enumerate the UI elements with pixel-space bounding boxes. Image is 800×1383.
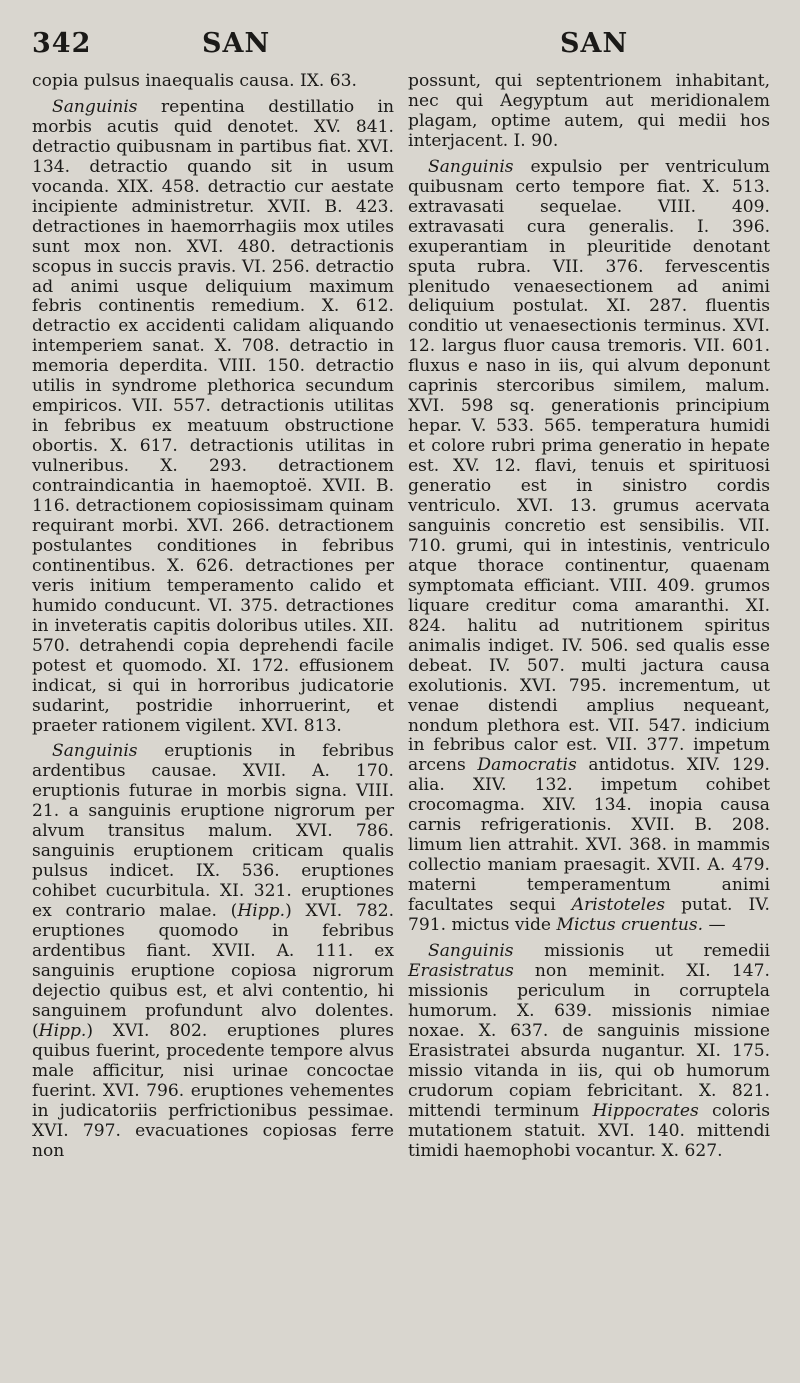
running-head (32, 28, 770, 72)
left-column (32, 72, 394, 1161)
continued-text (408, 72, 770, 152)
italic-term: Sanguinis (428, 156, 514, 177)
entry-text: ) XVI. 802. eruptiones plures quibus fuerint, procedente tempore alvus male afficitur, nisi urinae concoctae fuerint. XVI. 796. eruptiones vehementes in judicatoriis perfrictionibus pessimae. XVI. 797. evacuationes copiosas ferre non (32, 1020, 394, 1161)
italic-term: Hipp. (237, 901, 286, 922)
entry-text: eruptionis in febribus ardentibus causae. XVII. A. 170. eruptionis futurae in morbis signa. VIII. 21. a sanguinis eruptione nigrorum per alvum transitus malum. XVI. 786. sanguinis eruptionem criticam qualis pulsus indicet. IX. 536. eruptiones cohibet cucurbitula. XI. 321. eruptiones ex contrario malae. ( (32, 741, 394, 922)
entry-text: copia pulsus inaequalis causa. IX. 63. (32, 71, 357, 91)
running-head-right: SAN (560, 28, 629, 59)
italic-term: Erasistratus (408, 960, 514, 981)
entry-text: antidotus. XIV. 129. alia. XIV. 132. impetum cohibet crocomagma. XIV. 134. inopia causa carnis refrigerationis. XVII. B. 208. limum lien attrahit. XVI. 368. in mammis collectio maniam praesagit. XVII. A. 479. materni temperamentum animi facultates sequi (408, 755, 770, 916)
italic-term: Sanguinis (52, 741, 138, 762)
italic-term: Sanguinis (428, 940, 514, 961)
italic-term: Hipp. (38, 1020, 87, 1041)
running-head-left: SAN (202, 28, 271, 59)
index-entry (408, 158, 770, 936)
entry-text: possunt, qui septentrionem inhabitant, nec qui Aegyptum aut meridionalem plagam, optime autem, qui medii hos interjacent. I. 90. (408, 71, 770, 151)
index-entry (32, 98, 394, 737)
right-column (408, 72, 770, 1161)
continued-text (32, 72, 394, 92)
entry-text: — (703, 915, 726, 936)
italic-term: Hippocrates (592, 1100, 699, 1121)
entry-text: repentina destillatio in morbis acutis quid denotet. XV. 841. detractio quibusnam in partibus fiat. XVI. 134. detractio quando sit in usum vocanda. XIX. 458. detractio cur aestate incipiente administretur. XVII. B. 423. detractiones in haemorrhagiis mox utiles sunt mox non. XVI. 480. detractionis scopus in succis pravis. VI. 256. detractio ad animi usque deliquium maximum febris continentis remedium. X. 612. detractio ex accidenti calidam aliquando intemperiem sanat. X. 708. detractio in memoria deperdita. VIII. 150. detractio utilis in syndrome plethorica secundum empiricos. VII. 557. detractionis utilitas in febribus ex meatuum obstructione obortis. X. 617. detractionis utilitas in vulneribus. X. 293. detractionem contraindicantia in haemoptoë. XVII. B. 116. detractionem copiosissimam quinam requirant morbi. XVI. 266. detractionem postulantes conditiones in febribus continentibus. X. 626. detractiones per veris initium temperamento calido et humido conducunt. VI. 375. detractiones in inveteratis capitis doloribus utiles. XII. 570. detrahendi copia deprehendi facile potest et quomodo. XI. 172. effusionem indicat, si qui in horroribus judicatorie sudarint, postridie inhorruerint, et praeter rationem vigilent. XVI. 813. (32, 96, 394, 736)
italic-term: Damocratis (477, 755, 577, 776)
index-entry (32, 742, 394, 1161)
italic-term: Aristoteles (571, 895, 666, 916)
entry-text: missionis ut remedii (513, 940, 770, 961)
text-columns (32, 72, 770, 1161)
italic-term: Mictus cruentus. (556, 915, 704, 936)
entry-text: ) XVI. 782. eruptiones quomodo in febribus ardentibus fiant. XVII. A. 111. ex sanguinis eruptione copiosa nigrorum dejectio quibus est, et alvi contentio, hi sanguinem profundunt alvo dolentes. ( (32, 901, 395, 1041)
entry-text: expulsio per ventriculum quibusnam certo tempore fiat. X. 513. extravasati sequelae. VIII. 409. extravasati cura generalis. I. 396. exuperantiam in pleuritide denotant sputa rubra. VII. 376. fervescentis plenitudo venaesectionem ad animi deliquium postulat. XI. 287. fluentis conditio ut venaesectionis terminus. XVI. 12. largus fluor causa tremoris. VII. 601. fluxus e naso in iis, qui alvum deponunt caprinis stercoribus similem, malum. XVI. 598 sq. generationis principium hepar. V. 533. 565. temperatura humidi et colore rubri prima generatio in hepate est. XV. 12. flavi, tenuis et spirituosi generatio est in sinistro cordis ventriculo. XVI. 13. grumus acervata sanguinis concretio est sensibilis. VII. 710. grumi, qui in intestinis, ventriculo atque thorace continentur, quaenam symptomata efficiant. VIII. 409. grumos liquare creditur coma amaranthi. XI. 824. halitu ad nutritionem spiritus animalis indiget. IV. 506. sed qualis esse debeat. IV. 507. multi jactura causa exolutionis. XVI. 795. incrementum, ut venae distendi amplius nequeant, nondum plethora est. VII. 547. indicium in febribus calor est. VII. 377. impetum arcens (408, 156, 770, 776)
entry-text: non meminit. XI. 147. missionis periculum in corruptela humorum. X. 639. missionis nimiae noxae. X. 637. de sanguinis missione Erasistratei absurda nugantur. XI. 175. missio vitanda in iis, qui ob humorum crudorum copiam febricitant. X. 821. mittendi terminum (408, 960, 770, 1121)
italic-term: Sanguinis (52, 96, 138, 117)
page-number: 342 (32, 28, 92, 59)
index-entry (408, 942, 770, 1161)
entry-text: putat. IV. 791. mictus vide (408, 895, 770, 936)
entry-text: coloris mutationem statuit. XVI. 140. mittendi timidi haemophobi vocantur. X. 627. (408, 1100, 770, 1161)
